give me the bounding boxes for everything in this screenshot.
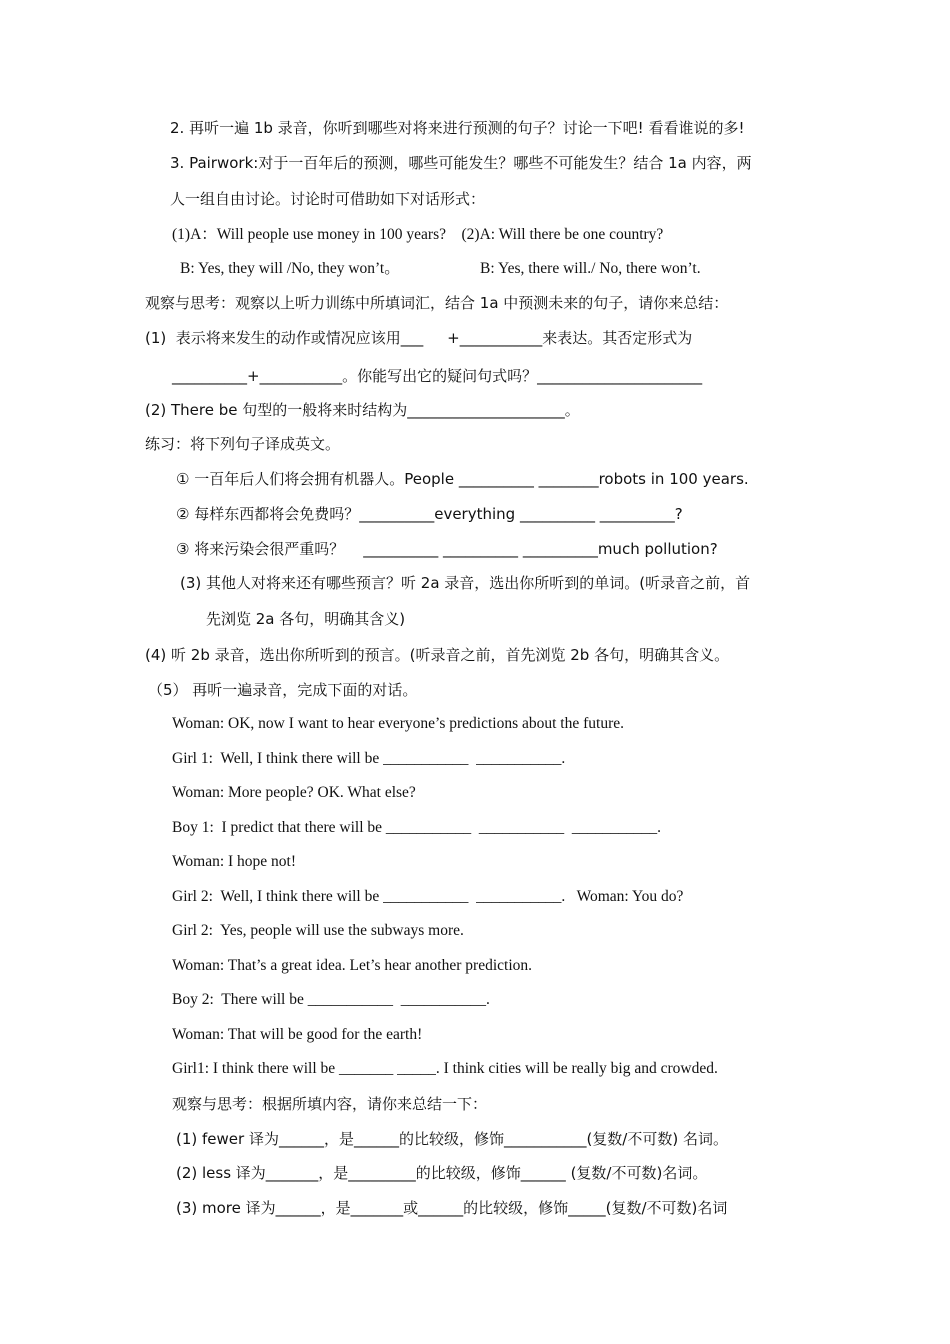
- practice-item-1: ① 一百年后人们将会拥有机器人。People __________ ________robots in 100 years.: [176, 470, 749, 488]
- dialogue-line-10: Woman: That will be good for the earth!: [172, 1026, 423, 1043]
- dialogue-line-2: Girl 1: Well, I think there will be ___________ ___________.: [172, 750, 566, 767]
- summary-less: (2) less 译为_______，是_________的比较级，修饰______ (复数/不可数)名词。: [176, 1164, 708, 1182]
- practice-item-2: ② 每样东西都将会免费吗？__________everything __________ __________?: [176, 505, 683, 523]
- summary-item-1-continued: __________+___________。你能写出它的疑问句式吗？______________________: [172, 367, 703, 385]
- dialogue-example-questions: (1)A：Will people use money in 100 years? (2)A: Will there be one country?: [172, 226, 664, 243]
- dialogue-line-6: Girl 2: Well, I think there will be ___________ ___________. Woman: You do?: [172, 888, 684, 905]
- question-2-relisten-1b: 2. 再听一遍 1b 录音，你听到哪些对将来进行预测的句子？讨论一下吧! 看看谁说的多!: [170, 119, 745, 137]
- dialogue-line-5: Woman: I hope not!: [172, 853, 297, 870]
- dialogue-line-1: Woman: OK, now I want to hear everyone’s predictions about the future.: [172, 715, 624, 732]
- summary-more: (3) more 译为______，是_______或______的比较级，修饰_____(复数/不可数)名词: [176, 1199, 728, 1217]
- question-4-listen-2b: (4) 听 2b 录音，选出你所听到的预言。(听录音之前，首先浏览 2b 各句，明确其含义。: [145, 646, 730, 664]
- dialogue-example-answer-1: B: Yes, they will /No, they won’t。: [180, 260, 400, 277]
- question-3-pairwork: 3. Pairwork:对于一百年后的预测，哪些可能发生？哪些不可能发生？结合 1a 内容，两: [170, 154, 752, 172]
- question-3-listen-2a: (3) 其他人对将来还有哪些预言？听 2a 录音，选出你所听到的单词。(听录音之前，首: [180, 574, 751, 592]
- question-3-pairwork-continued: 人一组自由讨论。讨论时可借助如下对话形式：: [170, 190, 486, 208]
- dialogue-line-8: Woman: That’s a great idea. Let’s hear another prediction.: [172, 957, 532, 974]
- summary-item-2: (2) There be 句型的一般将来时结构为_____________________。: [145, 401, 580, 419]
- dialogue-line-7: Girl 2: Yes, people will use the subways more.: [172, 922, 464, 939]
- dialogue-example-answer-2: B: Yes, there will./ No, there won’t.: [480, 260, 701, 277]
- dialogue-line-11: Girl1: I think there will be _______ _____. I think cities will be really big and crowded.: [172, 1060, 718, 1077]
- observe-think-heading-1: 观察与思考：观察以上听力训练中所填词汇，结合 1a 中预测未来的句子，请你来总结：: [145, 294, 729, 312]
- practice-heading: 练习：将下列句子译成英文。: [145, 435, 341, 453]
- summary-item-1: (1) 表示将来发生的动作或情况应该用___ +___________来表达。其否定形式为: [145, 329, 693, 347]
- summary-fewer: (1) fewer 译为______，是______的比较级，修饰___________(复数/不可数) 名词。: [176, 1130, 728, 1148]
- question-3-listen-2a-continued: 先浏览 2a 各句，明确其含义): [206, 610, 406, 628]
- dialogue-line-4: Boy 1: I predict that there will be ___________ ___________ ___________.: [172, 819, 662, 836]
- dialogue-line-9: Boy 2: There will be ___________ ___________.: [172, 991, 490, 1008]
- observe-think-heading-2: 观察与思考：根据所填内容，请你来总结一下：: [172, 1095, 488, 1113]
- practice-item-3: ③ 将来污染会很严重吗？ __________ __________ __________much pollution?: [176, 540, 718, 558]
- dialogue-line-3: Woman: More people? OK. What else?: [172, 784, 416, 801]
- question-5-complete-dialogue: （5） 再听一遍录音，完成下面的对话。: [148, 681, 418, 699]
